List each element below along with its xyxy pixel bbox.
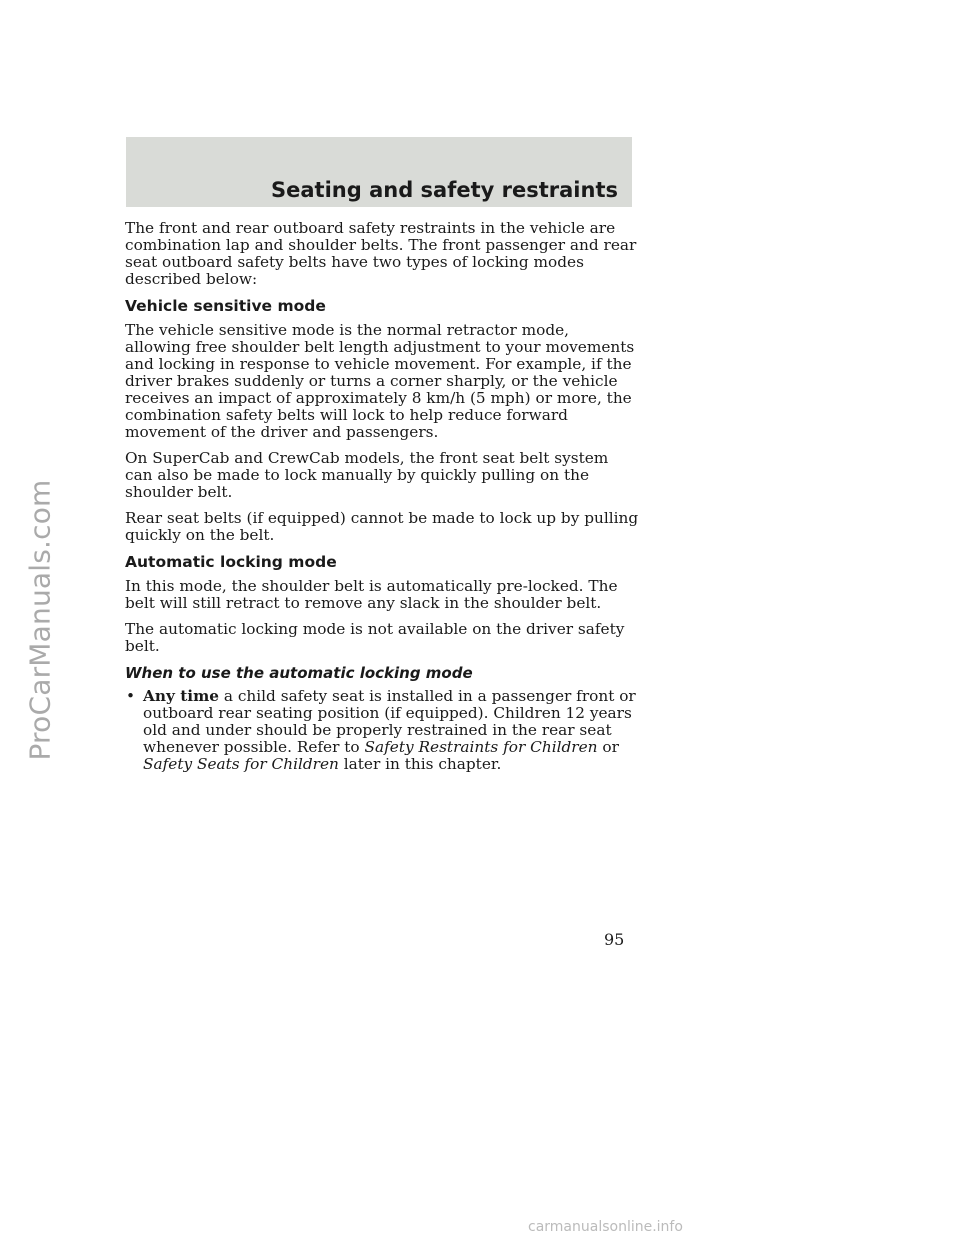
- side-watermark: ProCarManuals.com: [23, 479, 57, 761]
- bullet-text-1: a child safety seat is installed in a passenger front or outboard rear seating position (if equipped). Children 12 years old and under should be properly restrained in the rear seat whenever possible. Refer to: [143, 687, 636, 756]
- bullet-text-2: later in this chapter.: [343, 755, 502, 773]
- bullet-item-any-time: [125, 688, 639, 773]
- automatic-locking-heading: Automatic locking mode: [125, 553, 337, 571]
- bullet-icon: •: [126, 687, 136, 705]
- footer-watermark: carmanualsonline.info: [528, 1219, 683, 1235]
- automatic-locking-paragraph-2: The automatic locking mode is not available on the driver safety belt.: [125, 620, 625, 655]
- reference-safety-restraints-for-children: Safety Restraints for Children: [364, 738, 598, 756]
- page-number: 95: [604, 930, 625, 949]
- bullet-lead: Any time: [143, 687, 219, 705]
- bullet-conjunction: or: [602, 738, 619, 756]
- vehicle-sensitive-paragraph-3: Rear seat belts (if equipped) cannot be made to lock up by pulling quickly on the belt.: [125, 509, 639, 544]
- vehicle-sensitive-heading: Vehicle sensitive mode: [125, 297, 326, 315]
- page-content: [125, 220, 639, 782]
- vehicle-sensitive-paragraph-2: On SuperCab and CrewCab models, the front seat belt system can also be made to lock manually by quickly pulling on the shoulder belt.: [125, 449, 609, 501]
- section-title: Seating and safety restraints: [271, 178, 618, 202]
- section-header-band: [126, 137, 632, 207]
- vehicle-sensitive-paragraph-1: The vehicle sensitive mode is the normal retractor mode, allowing free shoulder belt length adjustment to your movements and locking in response to vehicle movement. For example, if the driver brakes suddenly or turns a corner sharply, or the vehicle receives an impact of approximately 8 km/h (5 mph) or more, the combination safety belts will lock to help reduce forward movement of the driver and passengers.: [125, 321, 635, 441]
- when-to-use-heading: When to use the automatic locking mode: [125, 664, 473, 682]
- intro-paragraph: The front and rear outboard safety restraints in the vehicle are combination lap and shoulder belts. The front passenger and rear seat outboard safety belts have two types of locking modes described below:: [125, 219, 637, 288]
- automatic-locking-paragraph-1: In this mode, the shoulder belt is automatically pre-locked. The belt will still retract to remove any slack in the shoulder belt.: [125, 577, 618, 612]
- reference-safety-seats-for-children: Safety Seats for Children: [143, 755, 339, 773]
